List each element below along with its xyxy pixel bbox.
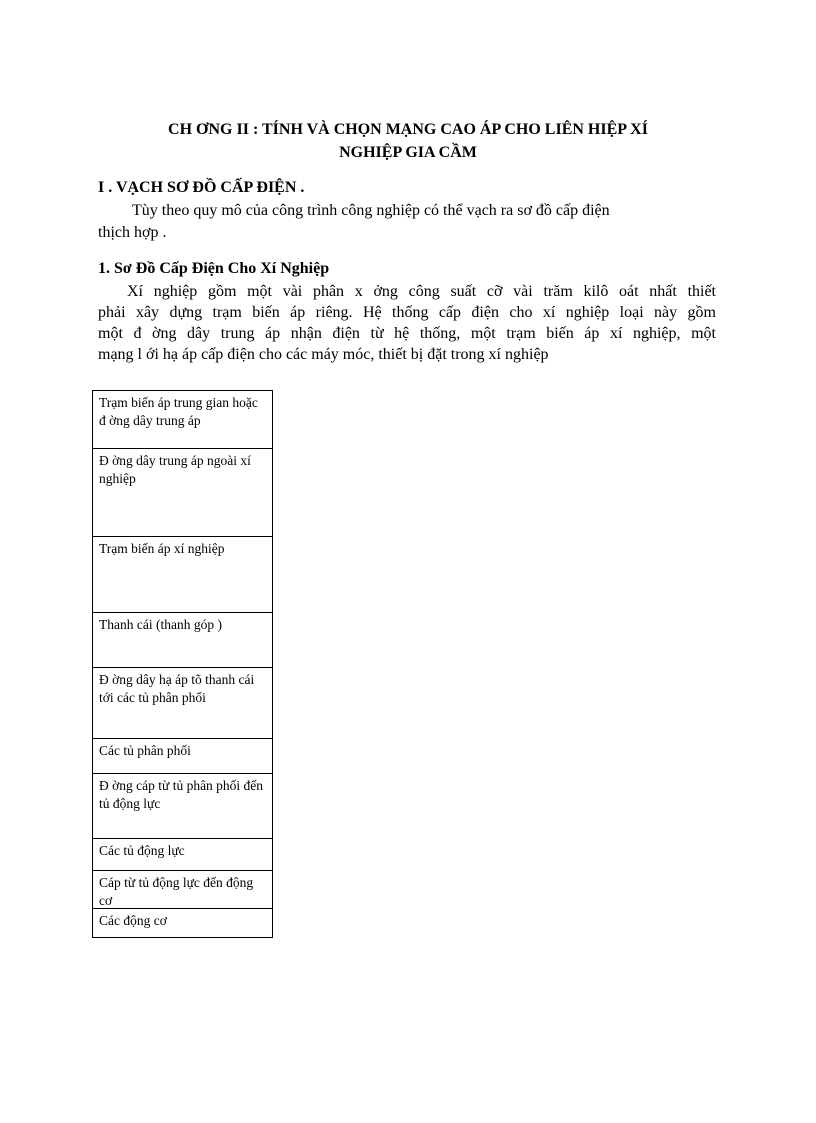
section-paragraph: [98, 200, 716, 244]
section-paragraph-line1: Tùy theo quy mô của công trình công nghiệp có thể vạch ra sơ đồ cấp điện: [132, 202, 610, 219]
subsection-paragraph: [98, 281, 716, 365]
diagram-box-external-mv-line: Đ ờng dây trung áp ngoài xí nghiệp: [93, 449, 272, 537]
power-supply-diagram: [92, 390, 273, 938]
section-heading: I . VẠCH SƠ ĐỒ CẤP ĐIỆN .: [98, 179, 305, 196]
subsection-paragraph-line3: một đ ờng dây trung áp nhận điện từ hệ thống, một trạm biến áp xí nghiệp, một: [98, 325, 716, 342]
diagram-box-distribution-cabinets: Các tủ phân phối: [93, 739, 272, 774]
chapter-title-line1: CH ƠNG II : TÍNH VÀ CHỌN MẠNG CAO ÁP CHO LIÊN HIỆP XÍ: [168, 121, 648, 138]
diagram-box-cable-to-motors: Cáp từ tủ động lực đến động cơ: [93, 871, 272, 909]
section-paragraph-line2: thịch hợp .: [98, 224, 167, 241]
chapter-title: [100, 118, 716, 164]
diagram-box-power-cabinets: Các tủ động lực: [93, 839, 272, 871]
diagram-box-busbar: Thanh cái (thanh góp ): [93, 613, 272, 668]
subsection-heading: 1. Sơ Đồ Cấp Điện Cho Xí Nghiệp: [98, 260, 330, 277]
chapter-title-line2: NGHIỆP GIA CẦM: [339, 144, 477, 161]
diagram-box-lv-line: Đ ờng dây hạ áp tõ thanh cái tới các tủ phân phối: [93, 668, 272, 739]
subsection-paragraph-line4: mạng l ới hạ áp cấp điện cho các máy móc, thiết bị đặt trong xí nghiệp: [98, 346, 549, 363]
subsection-paragraph-line1: Xí nghiệp gồm một vài phân x ởng công suất cỡ vài trăm kilô oát nhất thiết: [127, 283, 716, 300]
diagram-box-intermediate-substation: Trạm biến áp trung gian hoặc đ ờng dây trung áp: [93, 391, 272, 449]
diagram-box-motors: Các động cơ: [99, 913, 167, 928]
diagram-box-plant-substation: Trạm biến áp xí nghiệp: [93, 537, 272, 613]
diagram-box-cable-to-power-cabinets: Đ ờng cáp từ tủ phân phối đến tủ động lực: [93, 774, 272, 839]
subsection-paragraph-line2: phải xây dựng trạm biến áp riêng. Hệ thống cấp điện cho xí nghiệp loại này gồm: [98, 304, 716, 321]
